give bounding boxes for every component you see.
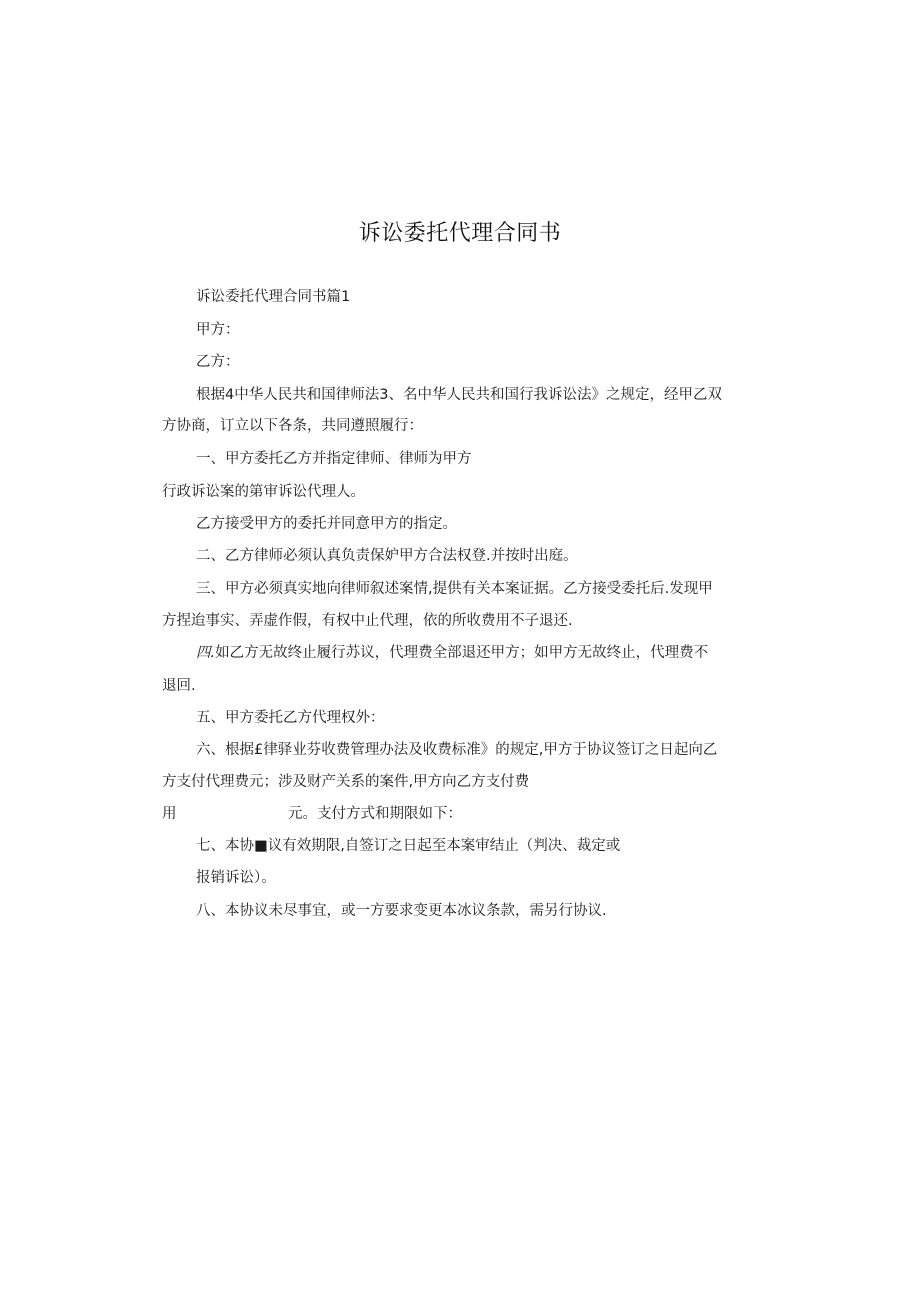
clause-6-line-3-right: 元。支付方式和期限如下：	[288, 806, 462, 822]
clause-4-line-2: 退回.	[162, 678, 196, 694]
clause-6-line-2: 方支付代理费元；涉及财产关系的案件,甲方向乙方支付费	[162, 774, 530, 790]
clause-6-line-3-left: 用	[162, 806, 177, 822]
clause-3-line-1: 三、甲方必须真实地向律师叙述案情,提供有关本案证据。乙方接受委托后.发现甲	[196, 581, 713, 597]
party-a-label: 甲方：	[196, 322, 240, 338]
clause-8: 八、本协议未尽事宜，或一方要求变更本冰议条款，需另行协议.	[196, 903, 607, 919]
document-title: 诉讼委托代理合同书	[358, 221, 562, 246]
intro-line-2: 方协商，订立以下各条，共同遵照履行：	[162, 418, 423, 434]
clause-1-line-2: 行政诉讼案的第审诉讼代理人。	[162, 484, 365, 500]
clause-1-line-3: 乙方接受甲方的委托并同意甲方的指定。	[196, 516, 457, 532]
clause-2: 二、乙方律师必须认真负责保妒甲方合法权登.并按时出庭。	[196, 548, 578, 564]
clause-6-line-1: 六、根据£律驿业芬收费管理办法及收费标准》的规定,甲方于协议签订之日起向乙	[196, 742, 718, 758]
clause-5: 五、甲方委托乙方代理权外：	[196, 710, 385, 726]
clause-7-line-2: 报销诉讼）。	[196, 870, 276, 886]
clause-1-line-1: 一、甲方委托乙方并指定律师、律师为甲方	[196, 451, 472, 467]
clause-7-line-1: 七、本协■议有效期限,自签订之日起至本案审结止（判决、裁定或	[196, 838, 621, 854]
intro-line-1: 根据4中华人民共和国律师法3、名中华人民共和国行我诉讼法》之规定，经甲乙双	[196, 387, 722, 403]
clause-3-line-2: 方捏迨事实、弄虚作假，有权中止代理，依的所收费用不子退还.	[162, 613, 573, 629]
clause-4-number: 四.	[196, 645, 216, 661]
clause-4-text: 如乙方无故终止履行苏议，代理费全部退还甲方；如甲方无故终止，代理费不	[215, 645, 709, 661]
clause-4-line-1	[196, 643, 708, 663]
document-subtitle: 诉讼委托代理合同书篇1	[196, 289, 351, 305]
party-b-label: 乙方：	[196, 354, 240, 370]
